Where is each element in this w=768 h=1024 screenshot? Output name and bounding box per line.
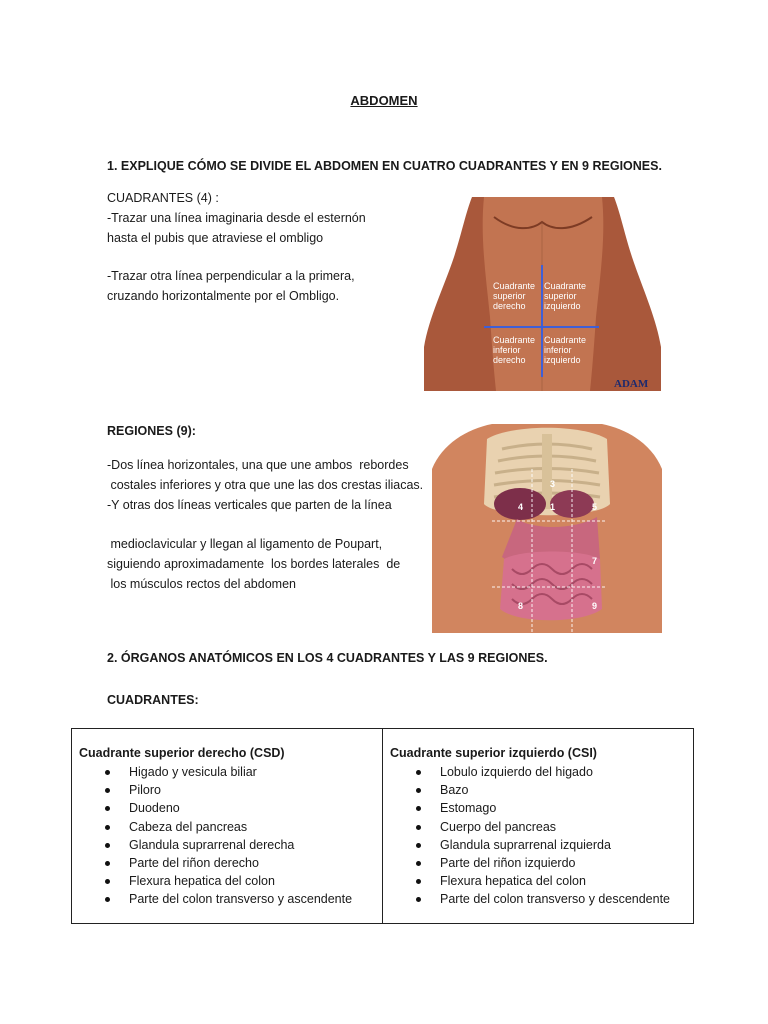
cuadrantes-paragraph-1: -Trazar una línea imaginaria desde el esternón hasta el pubis que atraviese el ombligo — [107, 211, 366, 245]
region-1: 1 — [550, 502, 556, 512]
list-item: Duodeno — [129, 799, 376, 817]
quadrants-illustration — [424, 197, 661, 391]
adam-watermark: ADAM — [614, 378, 649, 390]
list-item: Glandula suprarrenal derecha — [129, 836, 376, 854]
quadrants-table — [71, 728, 694, 924]
list-item: Estomago — [440, 799, 687, 817]
region-8: 8 — [518, 601, 524, 611]
question-2: 2. ÓRGANOS ANATÓMICOS EN LOS 4 CUADRANTES Y LAS 9 REGIONES. — [107, 651, 548, 665]
list-item: Piloro — [129, 781, 376, 799]
list-item: Parte del riñon derecho — [129, 854, 376, 872]
regiones-heading: REGIONES (9): — [107, 424, 196, 438]
csd-organ-list — [79, 763, 376, 909]
label-csi: Cuadrante — [544, 281, 587, 291]
region-7: 7 — [592, 556, 598, 566]
list-item: Cuerpo del pancreas — [440, 818, 687, 836]
csi-cell — [383, 729, 694, 924]
list-item: Parte del colon transverso y ascendente — [129, 890, 376, 908]
cuadrantes-paragraph-2: -Trazar otra línea perpendicular a la primera, cruzando horizontalmente por el Ombligo. — [107, 269, 355, 303]
cuadrantes-heading: CUADRANTES (4) : — [107, 191, 219, 205]
region-3: 3 — [550, 479, 556, 489]
svg-text:Cuadrantesuperiorizquierdo: Cuadrante superior izquierdo — [544, 281, 587, 311]
svg-text:Cuadranteinferiorizquierdo: Cuadrante inferior izquierdo — [544, 335, 587, 365]
list-item: Lobulo izquierdo del higado — [440, 763, 687, 781]
list-item: Parte del colon transverso y descendente — [440, 890, 687, 908]
region-9: 9 — [592, 601, 598, 611]
list-item: Flexura hepatica del colon — [129, 872, 376, 890]
label-cii: Cuadrante — [544, 335, 587, 345]
region-5: 5 — [592, 502, 598, 512]
svg-text:Cuadranteinferiorderecho: Cuadrante inferior derecho — [493, 335, 536, 365]
list-item: Glandula suprarrenal izquierda — [440, 836, 687, 854]
list-item: Flexura hepatica del colon — [440, 872, 687, 890]
label-csd: Cuadrante — [493, 281, 536, 291]
page-title: ABDOMEN — [350, 93, 418, 108]
svg-text:Cuadrantesuperiorderecho: Cuadrante superior derecho — [493, 281, 536, 311]
list-item: Higado y vesicula biliar — [129, 763, 376, 781]
csi-organ-list — [390, 763, 687, 909]
regions-illustration — [432, 409, 662, 633]
label-cid: Cuadrante — [493, 335, 536, 345]
question-1: 1. EXPLIQUE CÓMO SE DIVIDE EL ABDOMEN EN CUATRO CUADRANTES Y EN 9 REGIONES. — [107, 159, 662, 173]
regiones-paragraph-1: -Dos línea horizontales, una que une ambos rebordes costales inferiores y otra que une las dos crestas iliacas. -Y otras dos líneas verticales que parten de la línea — [107, 458, 424, 512]
csi-heading: Cuadrante superior izquierdo (CSI) — [390, 746, 597, 760]
regiones-paragraph-2: medioclavicular y llegan al ligamento de Poupart, siguiendo aproximadamente los bordes laterales de los músculos rectos del abdomen — [107, 537, 401, 591]
csd-heading: Cuadrante superior derecho (CSD) — [79, 746, 285, 760]
list-item: Bazo — [440, 781, 687, 799]
region-4: 4 — [518, 502, 524, 512]
list-item: Cabeza del pancreas — [129, 818, 376, 836]
csd-cell — [72, 729, 383, 924]
list-item: Parte del riñon izquierdo — [440, 854, 687, 872]
cuadrantes-heading-2: CUADRANTES: — [107, 693, 199, 707]
